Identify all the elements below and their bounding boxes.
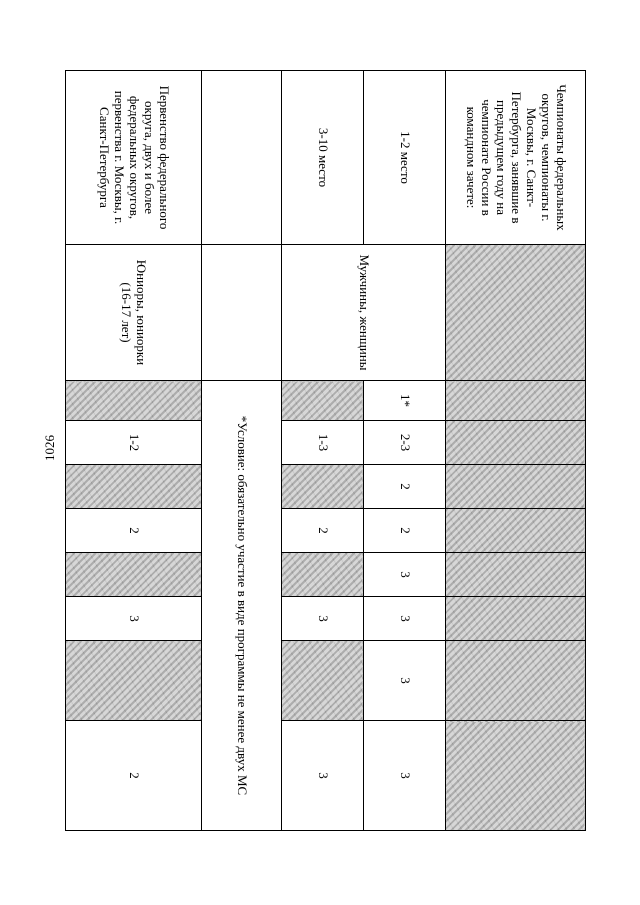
page-number: 1026 <box>42 435 57 461</box>
rotated-table-area <box>66 70 586 830</box>
group-label: Юниоры, юниорки (16-17 лет) <box>119 259 150 366</box>
value: 1-3 <box>315 433 331 452</box>
note-cell <box>202 381 282 831</box>
hatched-cell <box>282 641 364 721</box>
value: 2 <box>397 527 413 534</box>
hatched-cell <box>66 553 202 597</box>
value-cell <box>66 421 202 465</box>
value-cell <box>282 721 364 831</box>
table-row-youth <box>66 71 202 831</box>
hatched-cell <box>446 721 586 831</box>
group-cell <box>66 245 202 381</box>
value: 1-2 <box>126 433 142 452</box>
value-cell <box>364 381 446 421</box>
hatched-cell <box>282 553 364 597</box>
group-cell <box>282 245 446 381</box>
value-cell <box>364 509 446 553</box>
value: 2 <box>126 772 142 779</box>
hatched-cell <box>446 465 586 509</box>
hatched-cell <box>446 421 586 465</box>
value-cell <box>66 721 202 831</box>
value-cell <box>66 597 202 641</box>
value: 3 <box>315 615 331 622</box>
value: 2-3 <box>397 433 413 452</box>
hatched-cell <box>66 641 202 721</box>
table-row-3-10-place <box>282 71 364 831</box>
value-cell <box>364 465 446 509</box>
place-label: 3-10 место <box>315 127 331 188</box>
hatched-cell <box>446 245 586 381</box>
youth-label-cell <box>66 71 202 245</box>
value-cell <box>364 641 446 721</box>
value-cell <box>364 553 446 597</box>
table-row-note <box>202 71 282 831</box>
value: 3 <box>315 772 331 779</box>
value-cell <box>66 509 202 553</box>
hatched-cell <box>66 381 202 421</box>
value: 3 <box>397 677 413 684</box>
championship-label: Чемпионаты федеральных округов, чемпионаты г. Москвы, г. Санкт-Петербурга, занявшие в предыдущем году на чемпионате России в командном зачете: <box>464 84 569 231</box>
value: 3 <box>126 615 142 622</box>
hatched-cell <box>446 641 586 721</box>
value: 2 <box>315 527 331 534</box>
value: 2 <box>397 483 413 490</box>
value-cell <box>364 721 446 831</box>
group-label: Мужчины, женщины <box>356 254 372 371</box>
place-label: 1-2 место <box>397 131 413 184</box>
value: 3 <box>397 772 413 779</box>
hatched-cell <box>282 381 364 421</box>
value-cell <box>282 509 364 553</box>
table-row-header <box>446 71 586 831</box>
sports-rank-table <box>66 70 586 830</box>
youth-label: Первенство федерального округа, двух и более федеральных округов, первенства г. Москвы, г. Санкт-Петербурга <box>97 85 172 230</box>
hatched-cell <box>66 465 202 509</box>
value-cell <box>282 597 364 641</box>
hatched-cell <box>446 597 586 641</box>
championship-label-cell <box>446 71 586 245</box>
blank-cell <box>202 245 282 381</box>
place-cell <box>364 71 446 245</box>
hatched-cell <box>446 381 586 421</box>
value: 3 <box>397 615 413 622</box>
place-cell <box>282 71 364 245</box>
value: 1* <box>397 394 413 407</box>
value: 2 <box>126 527 142 534</box>
hatched-cell <box>446 509 586 553</box>
value-cell <box>364 597 446 641</box>
note-text: *Условие: обязательно участие в виде программы не менее двух МС <box>234 415 250 796</box>
value-cell <box>282 421 364 465</box>
blank-cell <box>202 71 282 245</box>
hatched-cell <box>282 465 364 509</box>
value-cell <box>364 421 446 465</box>
hatched-cell <box>446 553 586 597</box>
table <box>65 70 586 831</box>
value: 3 <box>397 571 413 578</box>
table-row-1-2-place <box>364 71 446 831</box>
